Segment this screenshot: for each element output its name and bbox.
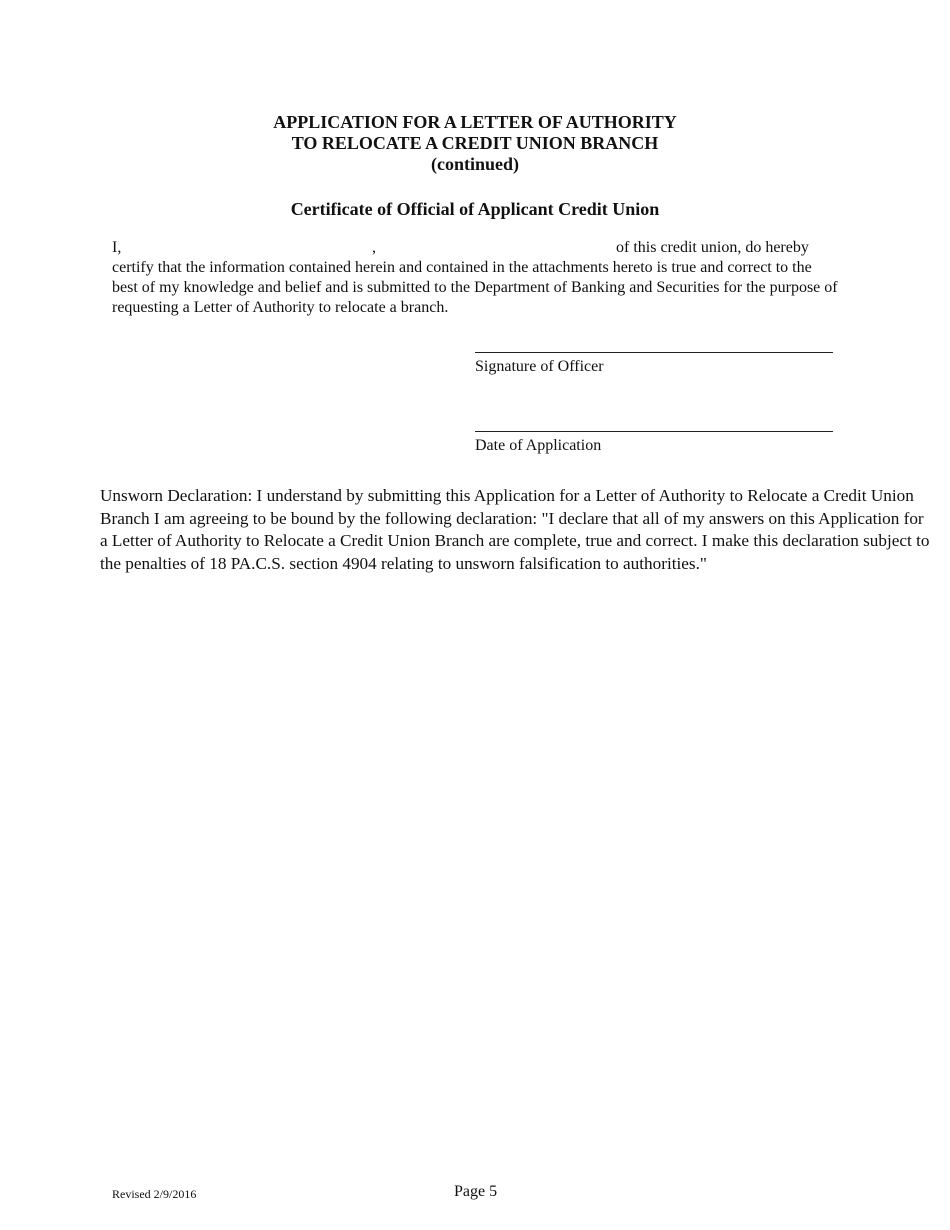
date-line[interactable] [475, 431, 833, 432]
certificate-comma: , [372, 239, 376, 256]
title-line-3: (continued) [430, 154, 519, 174]
document-title [0, 112, 950, 175]
certificate-heading: Certificate of Official of Applicant Credit Union [290, 199, 660, 219]
date-label: Date of Application [475, 437, 602, 454]
certificate-opening: I, [112, 239, 122, 256]
revised-date: Revised 2/9/2016 [112, 1187, 197, 1201]
signature-block [475, 352, 835, 376]
unsworn-declaration: Unsworn Declaration: I understand by submitting this Application for a Letter of Authority to Relocate a Credit Union Branch I am agreeing to be bound by the following declaration: "I declare that all of my answers on this Application for a Letter of Authority to Relocate a Credit Union Branch are complete, true and correct. I make this declaration subject to the penalties of 18 PA.C.S. section 4904 relating to unsworn falsification to authorities." [100, 486, 930, 573]
title-line-1: APPLICATION FOR A LETTER OF AUTHORITY [273, 112, 677, 132]
signature-label: Signature of Officer [475, 358, 604, 375]
certificate-office-text: of this credit union, do hereby [616, 239, 809, 256]
certificate-paragraph [112, 238, 838, 318]
officer-name-field[interactable] [124, 238, 368, 258]
page-number: Page 5 [454, 1183, 498, 1200]
date-block [475, 431, 835, 455]
certificate-first-line [112, 238, 838, 258]
title-line-2: TO RELOCATE A CREDIT UNION BRANCH [291, 133, 659, 153]
certificate-body: certify that the information contained herein and contained in the attachments hereto is true and correct to the best of my knowledge and belief and is submitted to the Department of Banking and Securities for the purpose of requesting a Letter of Authority to relocate a branch. [112, 259, 838, 316]
officer-title-field[interactable] [380, 238, 612, 258]
signature-line[interactable] [475, 352, 833, 353]
